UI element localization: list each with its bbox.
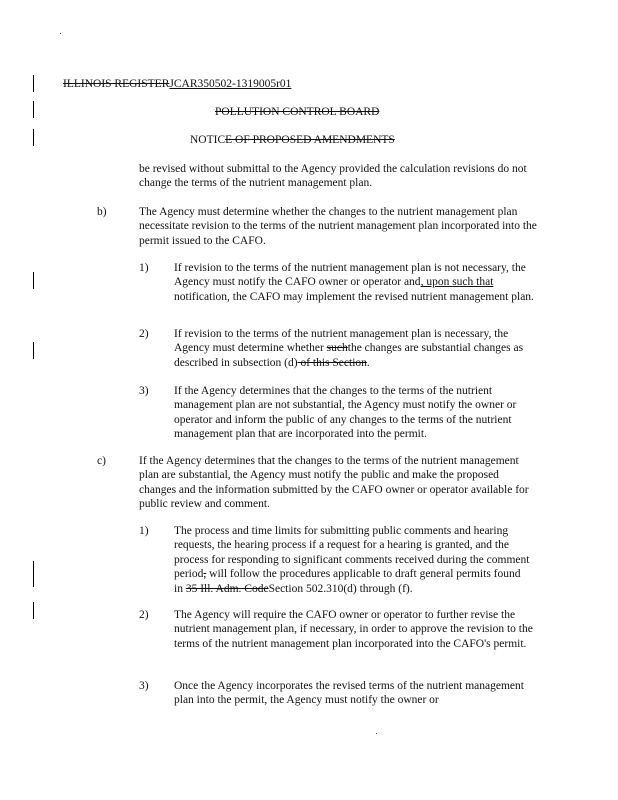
item-label-c1: 1)	[139, 525, 149, 537]
subsection-label-b: b)	[97, 206, 107, 218]
item-label-c3: 3)	[139, 680, 149, 692]
item-label-b3: 3)	[139, 385, 149, 397]
speck	[376, 733, 377, 734]
item-label-b1: 1)	[139, 262, 149, 274]
item-b3-text: If the Agency determines that the changes to the terms of the nutrient management plan are not substantial, the Agency must notify the owner or operator and inform the public of any changes to the terms of the nutrient management plan that are incorporated into the permit.	[174, 385, 517, 441]
register-header: ILLINOIS REGISTERJCAR350502-1319005r01	[63, 78, 292, 90]
notice-header: NOTICE OF PROPOSED AMENDMENTS	[190, 134, 395, 146]
subsection-c-text: If the Agency determines that the changes to the terms of the nutrient management plan are substantial, the Agency must notify the public and make the proposed changes and the information submitted by the CAFO owner or operator available for public review and comment.	[139, 455, 529, 511]
change-bar	[33, 101, 34, 118]
subsection-b-text: The Agency must determine whether the changes to the nutrient management plan necessitate revision to the terms of the nutrient management plan incorporated into the permit issued to the CAFO.	[139, 206, 537, 247]
item-c1-text: The process and time limits for submitting public comments and hearing requests, the hearing process if a request for a hearing is granted, and the process for responding to significant comments received during the comment period, will follow the procedures applicable to draft general permits found in 35 Ill. Adm. CodeSection 502.310(d) through (f).	[174, 525, 530, 595]
change-bar	[33, 561, 34, 587]
change-bar	[33, 602, 34, 619]
intro-paragraph: be revised without submittal to the Agency provided the calculation revisions do not change the terms of the nutrient management plan.	[139, 163, 527, 190]
item-label-c2: 2)	[139, 609, 149, 621]
speck	[60, 33, 61, 34]
board-header: POLLUTION CONTROL BOARD	[215, 106, 380, 118]
change-bar	[33, 129, 34, 146]
change-bar	[33, 342, 34, 359]
change-bar	[33, 75, 34, 92]
item-b1-text: If revision to the terms of the nutrient management plan is not necessary, the Agency must notify the CAFO owner or operator and, upon such that notification, the CAFO may implement the revised nutrient management plan.	[174, 262, 534, 303]
item-label-b2: 2)	[139, 328, 149, 340]
item-c3-text: Once the Agency incorporates the revised terms of the nutrient management plan into the permit, the Agency must notify the owner or	[174, 680, 524, 707]
subsection-label-c: c)	[97, 455, 106, 467]
item-b2-text: If revision to the terms of the nutrient management plan is necessary, the Agency must determine whether suchthe changes are substantial changes as described in subsection (d) of this Section.	[174, 328, 524, 369]
item-c2-text: The Agency will require the CAFO owner or operator to further revise the nutrient management plan, if necessary, in order to approve the revision to the terms of the nutrient management plan incorporated into the CAFO's permit.	[174, 609, 533, 650]
change-bar	[33, 272, 34, 289]
